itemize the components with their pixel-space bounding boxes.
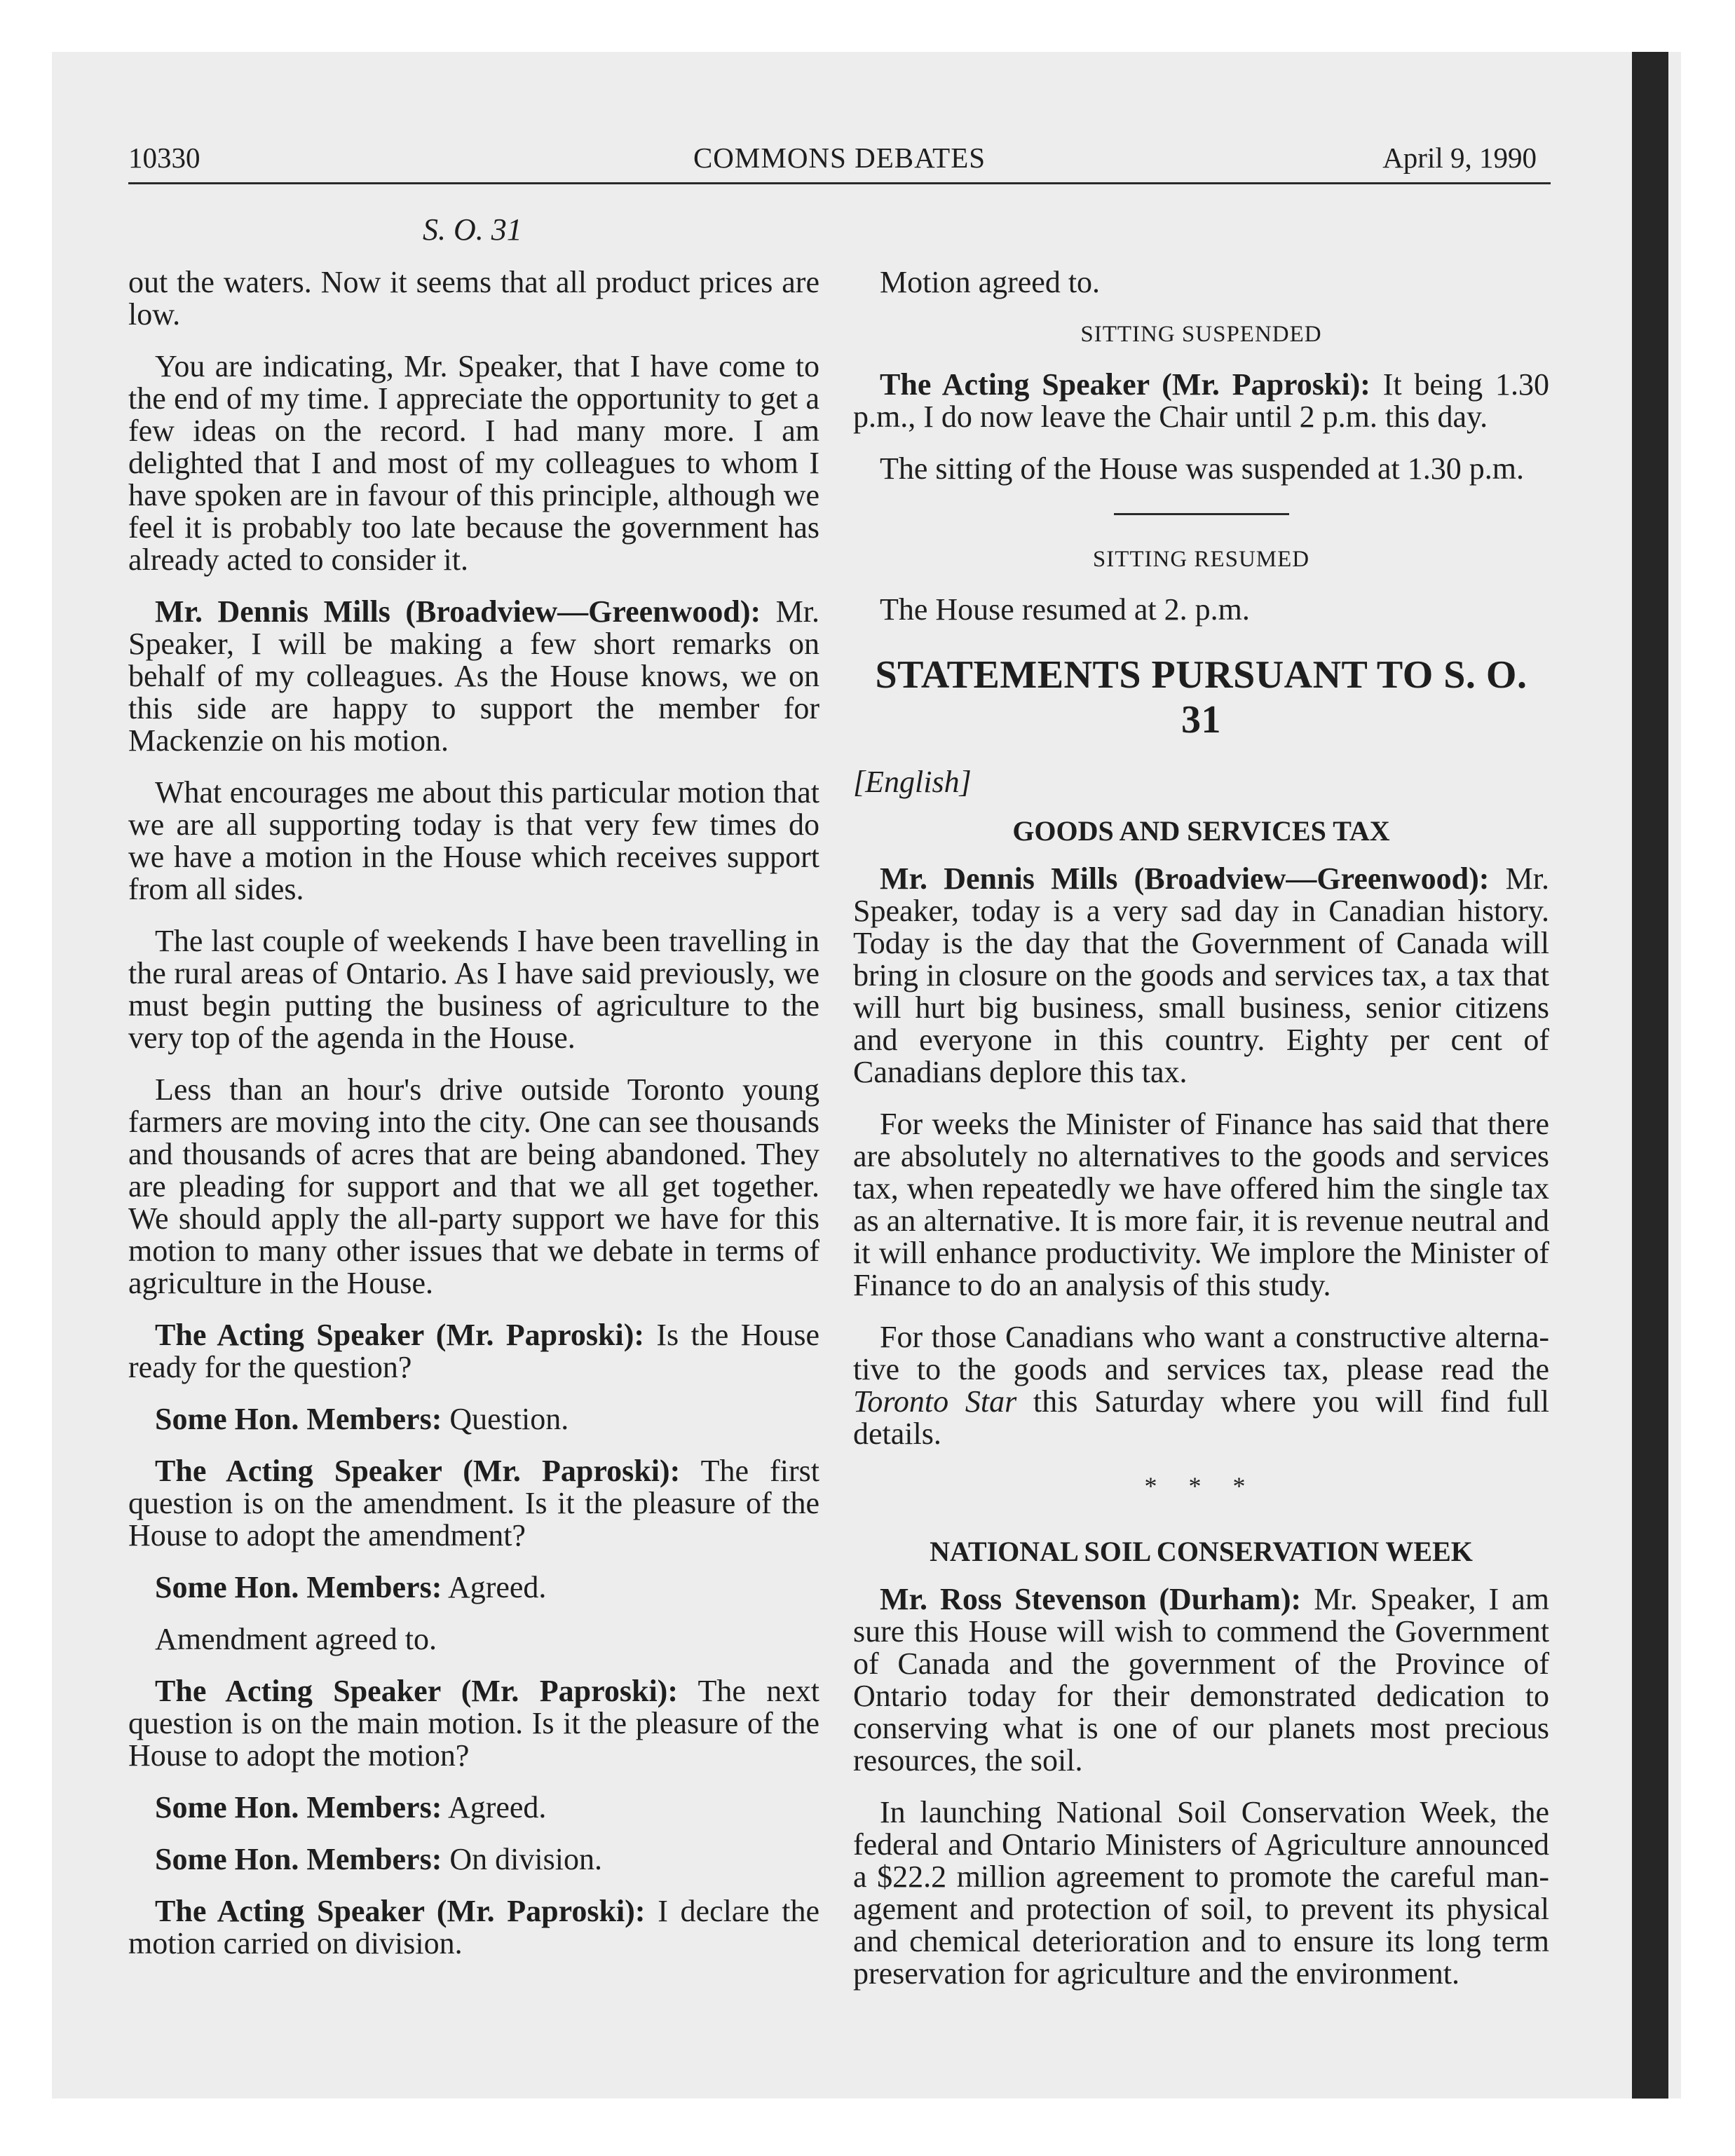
speech-text: Mr. Speaker, I am sure this House will wish to commend the Government of Canada and the government of the Province of Ontario today for their demonstrated dedication to conserving what is one of our planets most precious resources, the soil. xyxy=(853,1582,1549,1778)
speech-text: Question. xyxy=(442,1402,569,1436)
speech xyxy=(128,1571,819,1604)
speech xyxy=(128,596,819,757)
speech xyxy=(128,1792,819,1824)
speech-text: The next question is on the main motion. Is it the pleasure of the House to adopt the motion? xyxy=(128,1674,819,1773)
section-heading-suspended: SITTING SUSPENDED xyxy=(1080,322,1322,347)
speech-text: Agreed. xyxy=(442,1570,547,1604)
speech-text: Mr. Speaker, I will be making a few short remarks on behalf of my colleagues. As the House knows, we on this side are happy to support the member for Mackenzie on his motion. xyxy=(128,594,819,758)
speech xyxy=(128,1843,819,1876)
speaker-name: The Acting Speaker (Mr. Paproski): xyxy=(155,1318,645,1352)
speaker-name: The Acting Speaker (Mr. Paproski): xyxy=(155,1454,681,1488)
paragraph: The last couple of weekends I have been travelling in the rural areas of Ontario. As I have said previously, we must begin putting the business of agriculture to the very top of the agenda in the House. xyxy=(128,924,819,1055)
page-number: 10330 xyxy=(128,142,200,174)
paragraph: For weeks the Minister of Finance has said that there are absolutely no alternatives to the goods and services tax, when repeatedly we have offered him the single tax as an alternative. It is more fair, it is revenue neutral and it will enhance productivity. We implore the Minister of Finance to do an analysis of this study. xyxy=(853,1107,1549,1302)
page-header xyxy=(128,140,1551,184)
paragraph: The House resumed at 2. p.m. xyxy=(880,592,1250,627)
marginal-note: S. O. 31 xyxy=(423,212,522,247)
paragraph: out the waters. Now it seems that all product prices are low. xyxy=(128,265,819,332)
paragraph xyxy=(853,1321,1549,1450)
speech xyxy=(853,1583,1549,1777)
subheading-soil: NATIONAL SOIL CONSERVATION WEEK xyxy=(930,1536,1473,1567)
paragraph: What encourages me about this particular motion that we are all supporting today is that very few times do we have a motion in the House which receives support from all sides. xyxy=(128,775,819,906)
speaker-name: Mr. Ross Stevenson (Durham): xyxy=(880,1582,1302,1616)
speech-text: Mr. Speaker, today is a very sad day in Canadian history. Today is the day that the Government of Canada will bring in closure on the goods and services tax, a tax that will hurt big business, small business, senior citizens and everyone in this country. Eighty per cent of Canadians deplore this tax. xyxy=(853,861,1549,1089)
speaker-name: Some Hon. Members: xyxy=(155,1842,442,1876)
section-divider xyxy=(1114,513,1289,515)
language-note: [English] xyxy=(853,765,972,799)
right-column xyxy=(853,266,1549,2010)
speaker-name: Mr. Dennis Mills (Broadview—Greenwood): xyxy=(880,861,1490,896)
main-heading: STATEMENTS PURSUANT TO S. O. 31 xyxy=(875,653,1528,742)
subheading-gst: GOODS AND SERVICES TAX xyxy=(1012,815,1390,847)
text-run: For those Canadians who want a constructive alterna-tive to the goods and services tax, please read the xyxy=(853,1320,1549,1386)
section-separator-stars: * * * xyxy=(1144,1472,1258,1500)
speaker-name: Mr. Dennis Mills (Broadview—Greenwood): xyxy=(155,594,761,629)
paragraph: Amendment agreed to. xyxy=(155,1622,437,1656)
text-run: this Saturday where you will find full details. xyxy=(853,1384,1549,1451)
speech-text: Is the House ready for the question? xyxy=(128,1318,819,1384)
speaker-name: The Acting Speaker (Mr. Paproski): xyxy=(155,1894,646,1928)
page-date: April 9, 1990 xyxy=(1382,142,1537,174)
speech xyxy=(128,1319,819,1384)
paragraph: In launching National Soil Conservation Week, the federal and Ontario Ministers of Agriculture announced a $22.2 million agreement to promote the careful man-agement and protection of soil, to prevent its physical and chemical deterioration and to ensure its long term preservation for agriculture and the environment. xyxy=(853,1795,1549,1991)
speech xyxy=(128,1675,819,1772)
publication-title: COMMONS DEBATES xyxy=(693,142,986,174)
speech xyxy=(853,863,1549,1089)
speech-text: I declare the motion carried on division. xyxy=(128,1894,820,1960)
speaker-name: Some Hon. Members: xyxy=(155,1570,442,1604)
speech xyxy=(128,1455,819,1552)
speech-text: On division. xyxy=(442,1842,602,1876)
newspaper-title: Toronto Star xyxy=(853,1384,1017,1419)
speech xyxy=(128,1403,819,1435)
speech xyxy=(128,1895,819,1960)
paragraph: You are indicating, Mr. Speaker, that I have come to the end of my time. I appreciate the opportunity to get a few ideas on the record. I had many more. I am delighted that I and most of my colleagues to whom I have spoken are in favour of this principle, although we feel it is probably too late because the government has already acted to consider it. xyxy=(128,349,819,577)
speaker-name: Some Hon. Members: xyxy=(155,1402,442,1436)
paragraph: The sitting of the House was suspended at 1.30 p.m. xyxy=(880,451,1524,486)
speech xyxy=(853,369,1549,433)
paragraph: Motion agreed to. xyxy=(880,265,1101,299)
section-heading-resumed: SITTING RESUMED xyxy=(1092,547,1310,572)
paragraph: Less than an hour's drive outside Toronto young farmers are moving into the city. One can see thousands and thousands of acres that are being abandoned. They are pleading for support and that we all get together. We should apply the all-party support we have for this motion to many other issues that we debate in terms of agriculture in the House. xyxy=(128,1072,819,1300)
speaker-name: The Acting Speaker (Mr. Paproski): xyxy=(155,1674,678,1708)
speaker-name: The Acting Speaker (Mr. Paproski): xyxy=(880,367,1370,402)
scan-edge-shadow xyxy=(1632,52,1668,2099)
speech-text: Agreed. xyxy=(442,1790,547,1824)
speech-text: The first question is on the amendment. Is it the pleasure of the House to adopt the amendment? xyxy=(128,1454,819,1553)
speaker-name: Some Hon. Members: xyxy=(155,1790,442,1824)
left-column xyxy=(128,266,819,1979)
speech-text: It being 1.30 p.m., I do now leave the Chair until 2 p.m. this day. xyxy=(853,367,1549,434)
